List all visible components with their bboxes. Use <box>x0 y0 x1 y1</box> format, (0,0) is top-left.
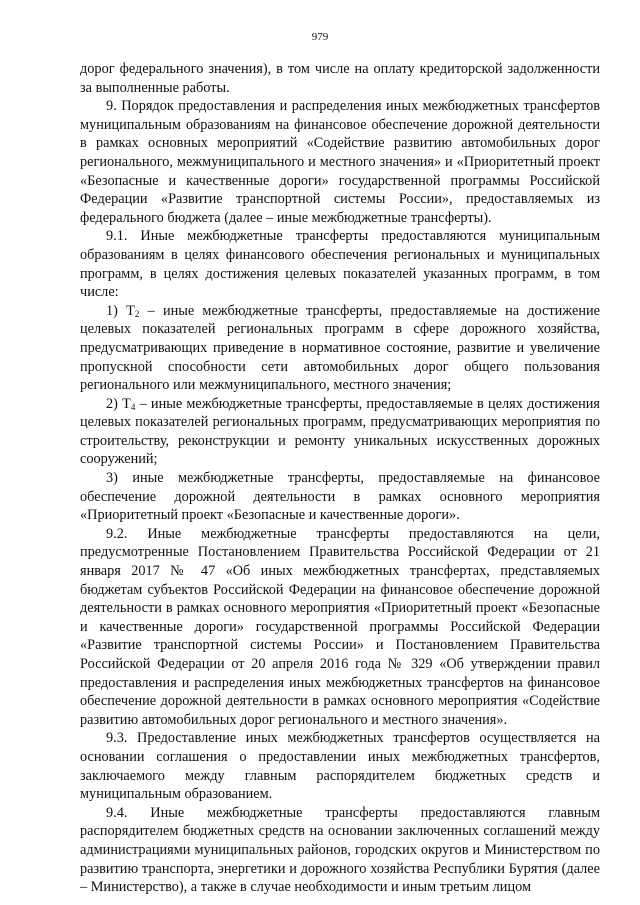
paragraph-9-2: 9.2. Иные межбюджетные трансферты предоставляются на цели, предусмотренные Постановлением Правительства Российской Федерации от 21 января 2017 № 47 «Об иных межбюджетных трансфертах, представляемых бюджетам субъектов Российской Федерации на финансовое обеспечение дорожной деятельности в рамках основного мероприятия «Приоритетный проект «Безопасные и качественные дороги» государственной программы Российской Федерации «Развитие транспортной системы России» и Постановлением Правительства Российской Федерации от 20 апреля 2016 года № 329 «Об утверждении правил предоставления и распределения иных межбюджетных трансфертов на финансовое обеспечение дорожной деятельности в рамках основного мероприятия «Содействие развитию автомобильных дорог регионального и местного значения». <box>80 525 600 728</box>
item-2-prefix: 2) Т <box>106 395 131 412</box>
document-body <box>80 60 600 897</box>
page-number: 979 <box>311 31 329 43</box>
item-2-text: – иные межбюджетные трансферты, предоставляемые в целях достижения целевых показателей региональных программ, предусматривающих мероприятия по строительству, реконструкции и ремонту уникальных искусственных дорожных сооружений; <box>80 395 601 468</box>
paragraph-9-1-item-2 <box>80 395 600 469</box>
paragraph-9-1-item-3: 3) иные межбюджетные трансферты, предоставляемые на финансовое обеспечение дорожной деятельности в рамках основного мероприятия «Приоритетный проект «Безопасные и качественные дороги». <box>80 470 600 524</box>
item-2-subscript: 4 <box>130 401 136 412</box>
paragraph-9: 9. Порядок предоставления и распределения иных межбюджетных трансфертов муниципальным образованиям на финансовое обеспечение дорожной деятельности в рамках основных мероприятий «Содействие развитию автомобильных дорог регионального, межмуниципального и местного значения» и «Приоритетный проект «Безопасные и качественные дороги» государственной программы Российской Федерации «Развитие транспортной системы России», предоставляемых из федерального бюджета (далее – иные межбюджетные трансферты). <box>80 98 600 226</box>
item-1-text: – иные межбюджетные трансферты, предоставляемые на достижение целевых показателей региональных программ в сфере дорожного хозяйства, предусматривающих приведение в нормативное состояние, развитие и увеличение пропускной способности сети автомобильных дорог общего пользования регионального или межмуниципального, местного значения; <box>80 302 600 394</box>
paragraph-continuation: дорог федерального значения), в том числе на оплату кредиторской задолженности за выполненные работы. <box>80 61 600 96</box>
item-1-prefix: 1) Т <box>106 302 135 319</box>
paragraph-9-1-item-1 <box>80 302 600 395</box>
paragraph-9-3: 9.3. Предоставление иных межбюджетных трансфертов осуществляется на основании соглашения о предоставлении иных межбюджетных трансфертов, заключаемого между главным распорядителем бюджетных средств и муниципальным образованием. <box>80 730 600 803</box>
item-1-subscript: 2 <box>134 308 140 319</box>
paragraph-9-4: 9.4. Иные межбюджетные трансферты предоставляются главным распорядителем бюджетных средств на основании заключенных соглашений между администрациями муниципальных районов, городских округов и Министерством по развитию транспорта, энергетики и дорожного хозяйства Республики Бурятия (далее – Министерство), а также в случае необходимости и иным третьим лицом <box>80 804 600 896</box>
paragraph-9-1: 9.1. Иные межбюджетные трансферты предоставляются муниципальным образованиям в целях финансового обеспечения региональных и муниципальных программ, в целях достижения целевых показателей указанных программ, в том числе: <box>80 228 600 301</box>
